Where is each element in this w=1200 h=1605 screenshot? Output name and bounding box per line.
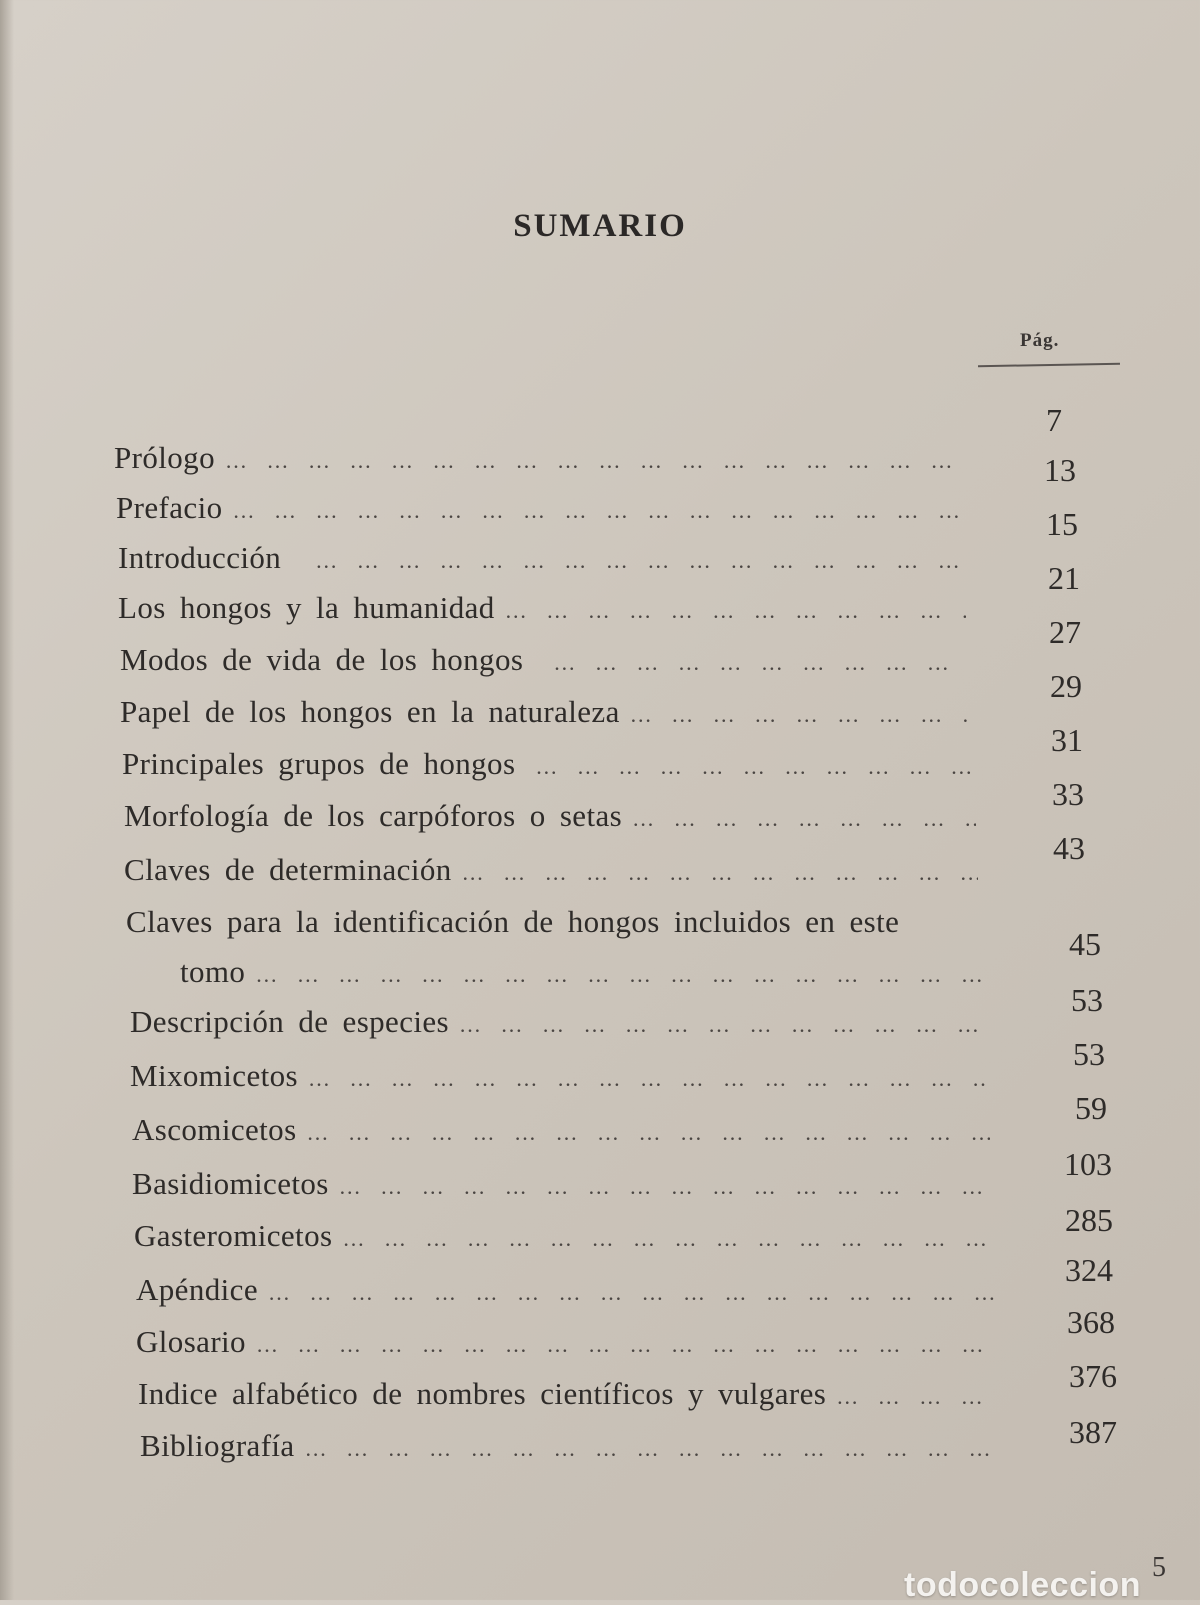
- toc-entry-principales-grupos: [122, 746, 972, 790]
- leader-dots: [553, 650, 968, 676]
- toc-entry-gasteromicetos: [134, 1218, 996, 1262]
- leader-dots: [462, 860, 978, 886]
- toc-entry-label: Gasteromicetos: [134, 1218, 333, 1253]
- toc-entry-page: 27: [1049, 614, 1081, 650]
- toc-entry-label: Principales grupos de hongos: [122, 746, 516, 781]
- first-page-number: 7: [1046, 402, 1062, 438]
- toc-entry-page: 53: [1073, 1036, 1105, 1072]
- toc-entry-label-continuation: tomo: [180, 954, 246, 989]
- toc-entry-page: 15: [1046, 506, 1078, 542]
- toc-entry-label: Descripción de especies: [130, 1004, 450, 1039]
- page-number: 5: [1152, 1552, 1166, 1583]
- toc-entry-page: 43: [1053, 830, 1085, 866]
- page-column-header: Pág.: [1020, 330, 1060, 351]
- toc-entry-claves-identificacion-cont: [180, 954, 982, 998]
- toc-entry-label: Apéndice: [136, 1272, 258, 1307]
- toc-entry-label: Papel de los hongos en la naturaleza: [120, 694, 620, 729]
- toc-entry-descripcion-especies: [130, 1004, 986, 1048]
- toc-entry-page: 103: [1064, 1146, 1112, 1182]
- page-title: SUMARIO: [513, 208, 687, 244]
- leader-dots: [339, 1174, 992, 1200]
- leader-dots: [305, 1436, 1004, 1462]
- toc-entry-introduccion: [118, 540, 963, 584]
- leader-dots: [459, 1012, 986, 1038]
- toc-entry-prefacio: [116, 490, 961, 534]
- leader-dots: [342, 1226, 996, 1252]
- leader-dots: [315, 548, 963, 574]
- toc-entry-page: 53: [1071, 982, 1103, 1018]
- toc-entry-page: 324: [1065, 1252, 1113, 1288]
- toc-entry-page: 21: [1048, 560, 1080, 596]
- toc-entry-label: Claves para la identificación de hongos incluidos en este: [126, 904, 900, 939]
- toc-entry-label: Claves de determinación: [124, 852, 452, 887]
- toc-entry-morfologia: [124, 798, 976, 842]
- toc-entry-indice-alfabetico: [138, 1376, 1002, 1420]
- leader-dots: [836, 1384, 1002, 1410]
- leader-dots: [255, 962, 982, 988]
- toc-entry-label: Modos de vida de los hongos: [120, 642, 524, 677]
- toc-entry-label: Morfología de los carpóforos o setas: [124, 798, 623, 833]
- toc-entry-label: Ascomicetos: [132, 1112, 297, 1147]
- toc-entry-bibliografia: [140, 1428, 1004, 1472]
- leader-dots: [632, 806, 976, 832]
- leader-dots: [256, 1332, 1000, 1358]
- toc-entry-prologo: [114, 440, 959, 484]
- leader-dots: [268, 1280, 998, 1306]
- toc-entry-mixomicetos: [130, 1058, 988, 1102]
- toc-entry-claves-identificacion: [126, 904, 986, 948]
- toc-entry-label: Introducción: [118, 540, 282, 575]
- toc-entry-page: 376: [1069, 1358, 1117, 1394]
- leader-dots: [307, 1120, 990, 1146]
- toc-entry-page: 387: [1069, 1414, 1117, 1450]
- toc-entry-label: Indice alfabético de nombres científicos y vulgares: [138, 1376, 827, 1411]
- leader-dots: [535, 754, 972, 780]
- toc-entry-modos-vida: [120, 642, 968, 686]
- toc-entry-papel-naturaleza: [120, 694, 970, 738]
- toc-entry-page: 285: [1065, 1202, 1113, 1238]
- toc-entry-ascomicetos: [132, 1112, 990, 1156]
- toc-entry-claves-determinacion: [124, 852, 978, 896]
- watermark-logo: todocoleccion: [904, 1566, 1141, 1604]
- toc-entry-label: Prefacio: [116, 490, 223, 525]
- toc-entry-label: Glosario: [136, 1324, 246, 1359]
- toc-entry-apendice: [136, 1272, 998, 1316]
- toc-entry-page: 33: [1052, 776, 1084, 812]
- toc-entry-hongos-humanidad: [118, 590, 966, 634]
- leader-dots: [630, 702, 970, 728]
- toc-entry-label: Basidiomicetos: [132, 1166, 329, 1201]
- toc-entry-label: Bibliografía: [140, 1428, 295, 1463]
- toc-entry-label: Mixomicetos: [130, 1058, 298, 1093]
- toc-entry-page: 31: [1051, 722, 1083, 758]
- leader-dots: [232, 498, 961, 524]
- toc-entry-label: Los hongos y la humanidad: [118, 590, 495, 625]
- toc-entry-page: 13: [1044, 452, 1076, 488]
- toc-entry-page: 368: [1067, 1304, 1115, 1340]
- toc-entry-page: 59: [1075, 1090, 1107, 1126]
- leader-dots: [505, 598, 966, 624]
- leader-dots: [308, 1066, 988, 1092]
- toc-entry-page: 45: [1069, 926, 1101, 962]
- toc-entry-page: 29: [1050, 668, 1082, 704]
- toc-entry-glosario: [136, 1324, 1000, 1368]
- toc-entry-basidiomicetos: [132, 1166, 992, 1210]
- leader-dots: [225, 448, 959, 474]
- toc-entry-label: Prólogo: [114, 440, 215, 475]
